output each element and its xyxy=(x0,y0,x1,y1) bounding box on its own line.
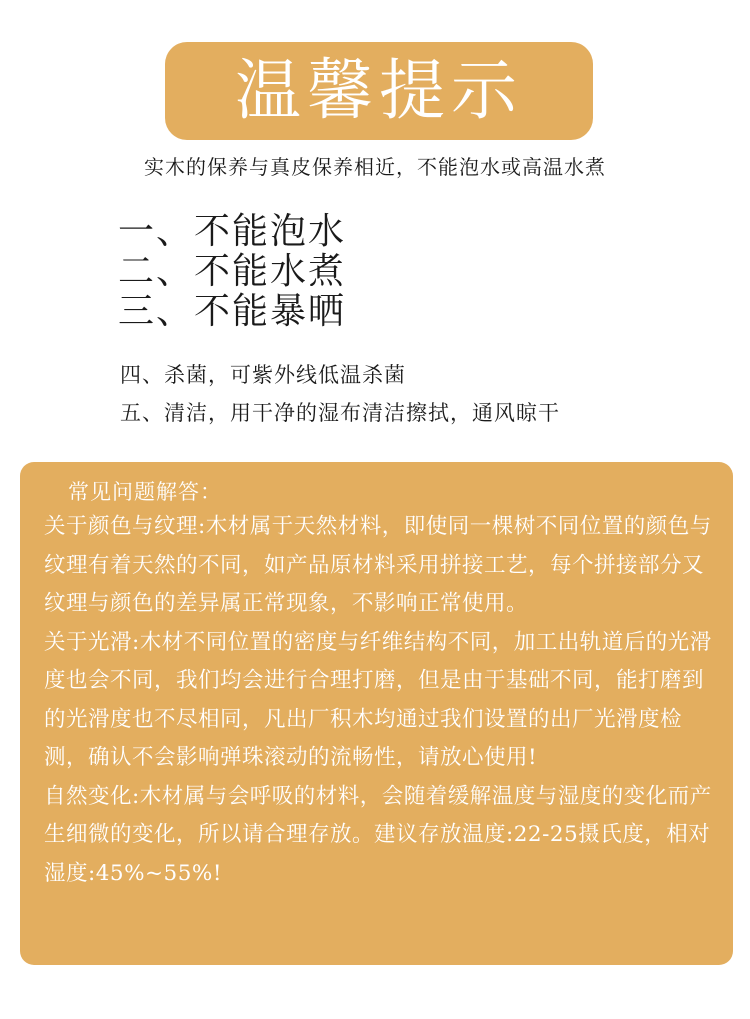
subtitle: 实木的保养与真皮保养相近，不能泡水或高温水煮 xyxy=(144,155,606,179)
extra-tips-list xyxy=(120,356,560,432)
faq-panel xyxy=(20,462,733,965)
tip-item-4: 四、杀菌，可紫外线低温杀菌 xyxy=(120,363,406,387)
main-tips-list xyxy=(118,212,346,332)
tip-item-1: 一、不能泡水 xyxy=(118,211,347,252)
faq-color-texture: 关于颜色与纹理:木材属于天然材料，即使同一棵树不同位置的颜色与纹理有着天然的不同，如产品原材料采用拼接工艺，每个拼接部分又纹理与颜色的差异属正常现象，不影响正常使用。 xyxy=(44,514,712,616)
faq-title: 常见问题解答： xyxy=(68,480,222,504)
tip-item-2: 二、不能水煮 xyxy=(118,251,347,292)
faq-natural-change: 自然变化:木材属与会呼吸的材料，会随着缓解温度与湿度的变化而产生细微的变化，所以请合理存放。建议存放温度:22-25摄氏度，相对湿度:45%~55%! xyxy=(44,783,712,886)
faq-smoothness: 关于光滑:木材不同位置的密度与纤维结构不同，加工出轨道后的光滑度也会不同，我们均会进行合理打磨，但是由于基础不同，能打磨到的光滑度也不尽相同，凡出厂积木均通过我们设置的出厂光滑度检测，确认不会影响弹珠滚动的流畅性，请放心使用! xyxy=(44,629,712,770)
tip-item-5: 五、清洁，用干净的湿布清洁擦拭，通风晾干 xyxy=(120,401,560,425)
page-title: 温馨提示 xyxy=(235,52,523,129)
title-banner xyxy=(165,42,593,140)
tip-item-3: 三、不能暴晒 xyxy=(118,291,347,332)
